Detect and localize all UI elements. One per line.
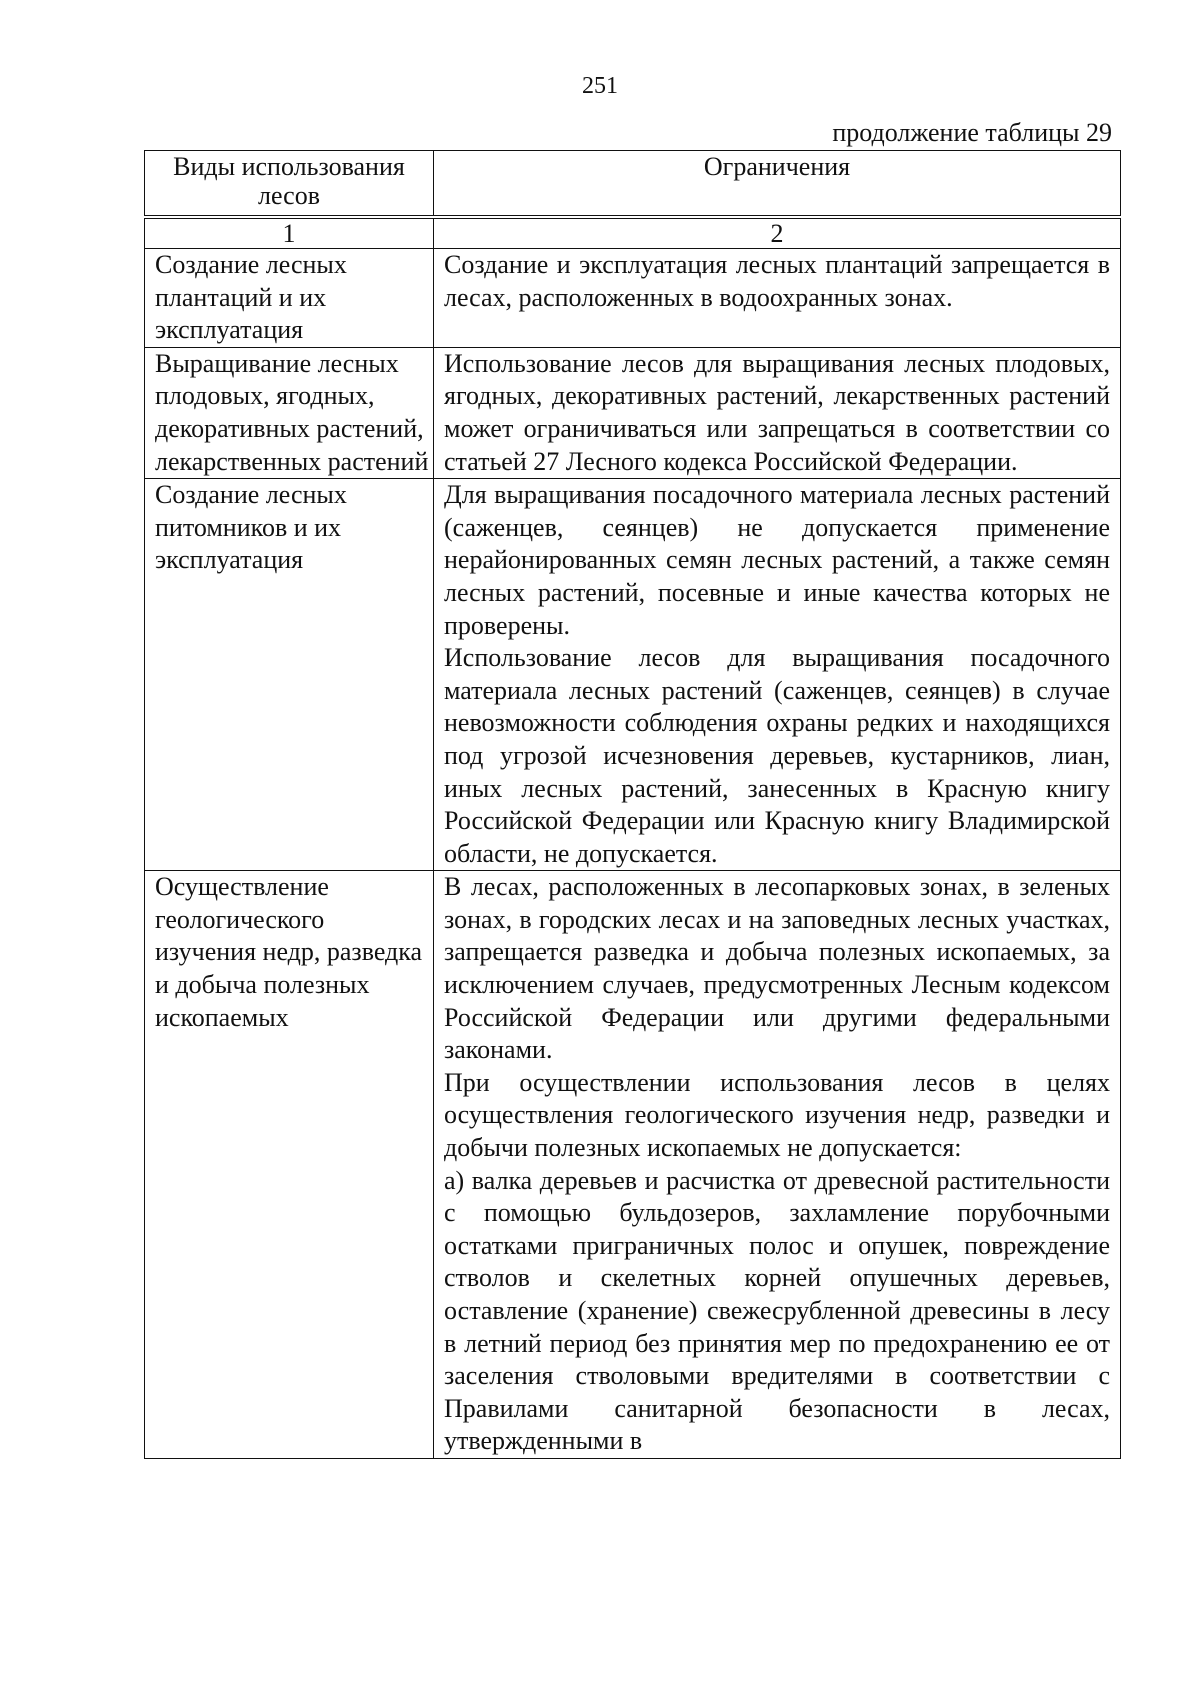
column-number-2: 2: [434, 217, 1121, 249]
restriction-paragraph: а) валка деревьев и расчистка от древесной растительности с помощью бульдозеров, захламление порубочными остатками приграничных полос и опушек, повреждение стволов и скелетных корней опушечных деревьев, оставление (хранение) свежесрубленной древесины в лесу в летний период без принятия мер по предохранению ее от заселения стволовыми вредителями в соответствии с Правилами санитарной безопасности в лесах, утвержденными в: [444, 1165, 1110, 1456]
use-type-text: Осуществление геологического изучения недр, разведка и добыча полезных ископаемых: [155, 872, 423, 1032]
table-row: [145, 249, 1121, 348]
restriction-cell: [434, 479, 1121, 871]
table-continuation-label: продолжение таблицы 29: [832, 118, 1112, 147]
column-number-row: [145, 217, 1121, 249]
use-type-text: Создание лесных плантаций и их эксплуатация: [155, 250, 347, 345]
restriction-paragraph: При осуществлении использования лесов в целях осуществления геологического изучения недр, разведки и добычи полезных ископаемых не допускается:: [444, 1067, 1110, 1163]
restriction-paragraph: Использование лесов для выращивания посадочного материала лесных растений (саженцев, сеянцев) в случае невозможности соблюдения охраны редких и находящихся под угрозой исчезновения деревьев, кустарников, лиан, иных лесных растений, занесенных в Красную книгу Российской Федерации или Красную книгу Владимирской области, не допускается.: [444, 643, 1110, 868]
restriction-cell: [434, 871, 1121, 1459]
use-type-cell: [145, 249, 434, 348]
restriction-paragraph: Создание и эксплуатация лесных плантаций запрещается в лесах, расположенных в водоохранных зонах.: [444, 250, 1110, 312]
restriction-cell: [434, 347, 1121, 478]
column-number-1: 1: [145, 217, 434, 249]
table-row: [145, 479, 1121, 871]
restrictions-table: [144, 150, 1121, 1459]
restriction-paragraph: В лесах, расположенных в лесопарковых зонах, в зеленых зонах, в городских лесах и на заповедных лесных участках, запрещается разведка и добыча полезных ископаемых, за исключением случаев, предусмотренных Лесным кодексом Российской Федерации или другими федеральными законами.: [444, 872, 1110, 1065]
restriction-cell: [434, 249, 1121, 348]
restriction-paragraph: Для выращивания посадочного материала лесных растений (саженцев, сеянцев) не допускается применение нерайонированных семян лесных растений, а также семян лесных растений, посевные и иные качества которых не проверены.: [444, 480, 1110, 640]
use-type-cell: [145, 347, 434, 478]
table-row: [145, 347, 1121, 478]
restriction-paragraph: Использование лесов для выращивания лесных плодовых, ягодных, декоративных растений, лекарственных растений может ограничиваться или запрещаться в соответствии со статьей 27 Лесного кодекса Российской Федерации.: [444, 348, 1110, 476]
use-type-cell: [145, 479, 434, 871]
header-forest-use-types: Виды использования лесов: [145, 151, 434, 218]
use-type-text: Выращивание лесных плодовых, ягодных, декоративных растений, лекарственных растений: [155, 348, 429, 476]
use-type-cell: [145, 871, 434, 1459]
table-header-row: [145, 151, 1121, 218]
page-number: 251: [582, 73, 618, 99]
table-row: [145, 871, 1121, 1459]
header-restrictions: Ограничения: [434, 151, 1121, 218]
use-type-text: Создание лесных питомников и их эксплуатация: [155, 480, 347, 575]
